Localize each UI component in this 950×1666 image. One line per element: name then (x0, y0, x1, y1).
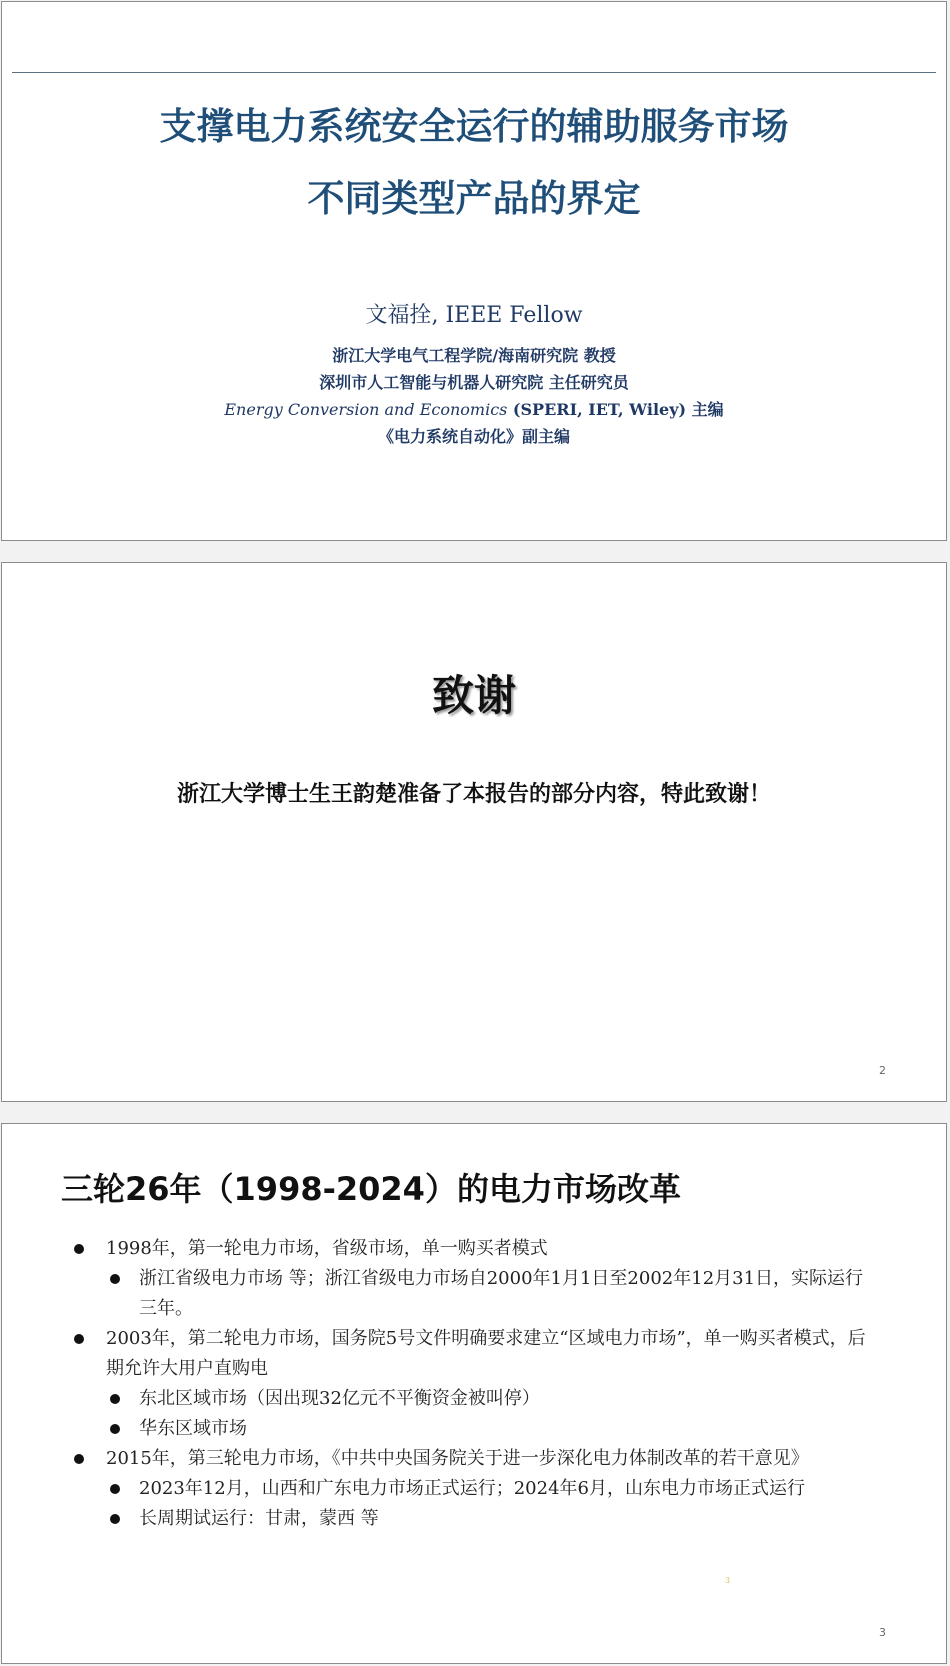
journal-name: Energy Conversion and Economics (224, 400, 508, 419)
bullet-list (2, 1234, 881, 1534)
page-number: 2 (879, 1064, 886, 1077)
stray-mark: 3 (725, 1576, 731, 1585)
page-number: 3 (879, 1626, 886, 1639)
bullet-item: 2003年，第二轮电力市场，国务院5号文件明确要求建立“区域电力市场”，单一购买者模式，后期允许大用户直购电 (2, 1324, 874, 1384)
header-rule (12, 72, 936, 73)
affiliation-4: 《电力系统自动化》副主编 (377, 427, 570, 446)
author-name: 文福拴, IEEE Fellow (365, 303, 583, 328)
title-line-1: 支撑电力系统安全运行的辅助服务市场 (159, 105, 789, 148)
sub-bullet-item: 2023年12月，山西和广东电力市场正式运行；2024年6月，山东电力市场正式运行 (2, 1474, 881, 1504)
sub-bullet-item: 长周期试运行：甘肃，蒙西 等 (2, 1504, 881, 1534)
ack-title: 致谢 (431, 671, 516, 720)
slide-acknowledgement (1, 562, 947, 1102)
ack-text: 浙江大学博士生王韵楚准备了本报告的部分内容，特此致谢！ (176, 781, 771, 807)
sub-bullet-item: 浙江省级电力市场 等；浙江省级电力市场自2000年1月1日至2002年12月31日，实际运行三年。 (2, 1264, 881, 1324)
bullet-item: 2015年，第三轮电力市场，《中共中央国务院关于进一步深化电力体制改革的若干意见》 (2, 1444, 874, 1474)
slide-title (1, 1, 947, 541)
slide-reform-history (1, 1123, 947, 1664)
sub-bullet-item: 东北区域市场（因出现32亿元不平衡资金被叫停） (2, 1384, 881, 1414)
bullet-item: 1998年，第一轮电力市场，省级市场，单一购买者模式 (2, 1234, 874, 1264)
affiliation-3 (2, 397, 946, 420)
affiliation-2: 深圳市人工智能与机器人研究院 主任研究员 (319, 373, 629, 392)
affiliation-1: 浙江大学电气工程学院/海南研究院 教授 (332, 346, 616, 365)
journal-role: (SPERI, IET, Wiley) 主编 (507, 400, 724, 419)
sub-bullet-item: 华东区域市场 (2, 1414, 881, 1444)
title-line-2: 不同类型产品的界定 (307, 177, 641, 220)
slide-title-text: 三轮26年（1998-2024）的电力市场改革 (61, 1170, 681, 1208)
